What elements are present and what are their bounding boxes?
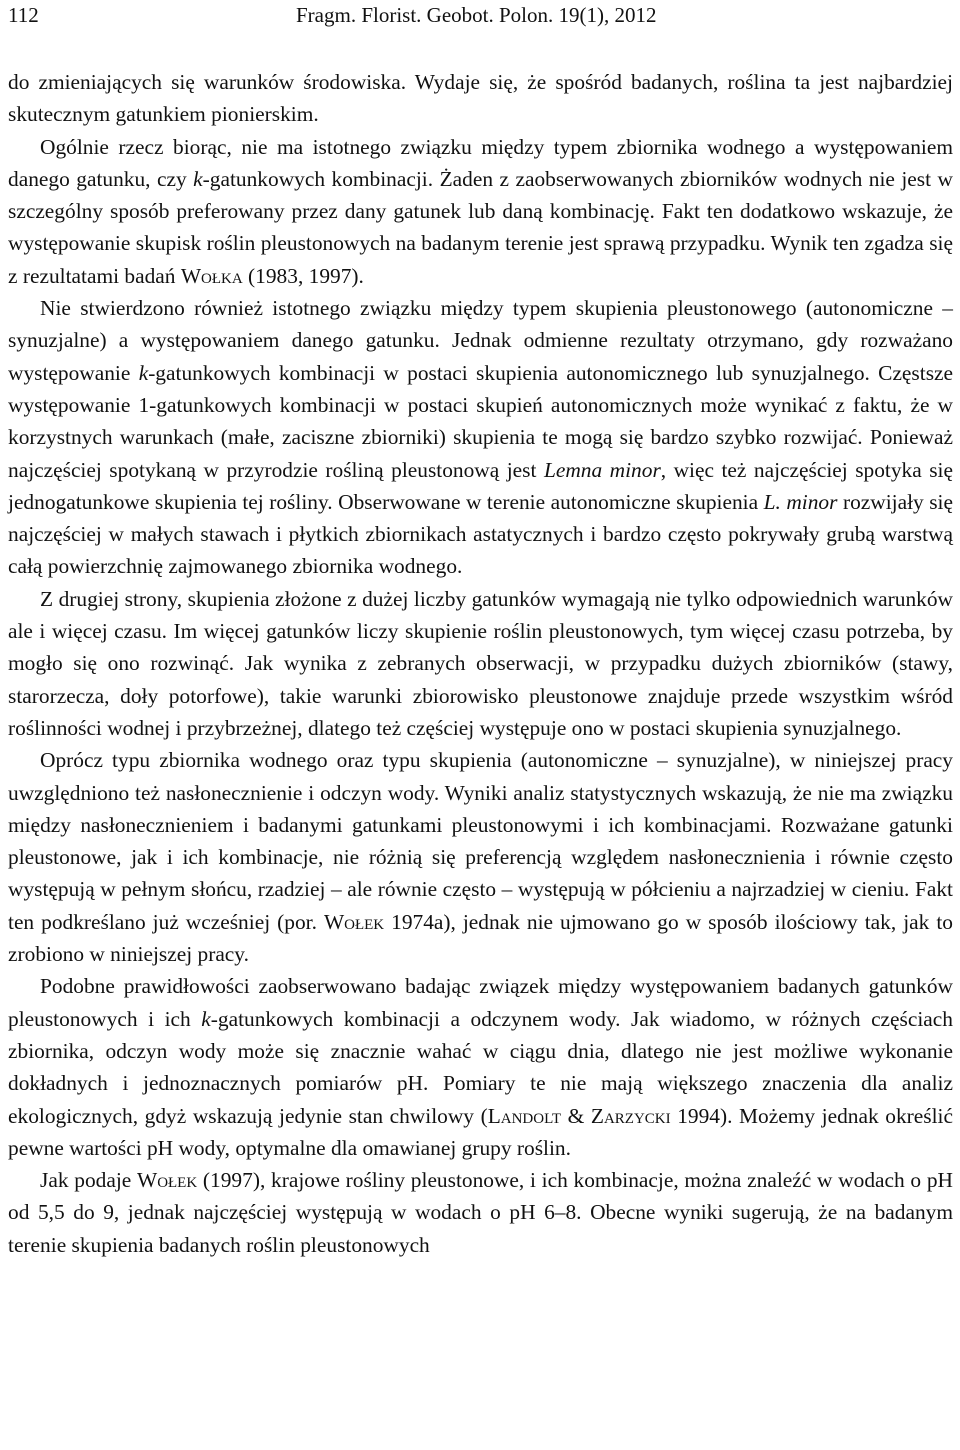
text-run: 1994). Możemy jednak określić pewne wartości pH wody, optymalne dla omawianej grupy roślin. xyxy=(8,1103,953,1160)
paragraph-5 xyxy=(8,744,953,970)
text-run: do zmieniających się warunków środowiska. Wydaje się, że spośród badanych, roślina ta jest najbardziej skutecznym gatunkiem pionierskim. xyxy=(8,70,953,127)
paragraph-1 xyxy=(8,66,953,131)
paragraph-3 xyxy=(8,292,953,583)
text-run: Jak podaje xyxy=(40,1168,137,1193)
italic-run: k xyxy=(138,360,149,385)
author-name: Wołek xyxy=(323,909,385,934)
text-run: (1983, 1997). xyxy=(242,263,364,288)
text-run: rozwijały się najczęściej w małych stawach i płytkich zbiornikach astatycznych i bardzo często pokrywały grubą warstwą całą powierzchnię zajmowanego zbiornika wodnego. xyxy=(8,489,953,579)
author-name: Wołek xyxy=(137,1168,198,1193)
page-number: 112 xyxy=(8,3,39,27)
running-header xyxy=(8,0,952,30)
italic-run: L. minor xyxy=(763,489,838,514)
paragraph-2 xyxy=(8,131,953,292)
italic-run: Lemna minor xyxy=(543,457,661,482)
text-run: -gatunkowych kombinacji. Żaden z zaobserwowanych zbiorników wodnych nie jest w szczególny sposób preferowany przez dany gatunek lub daną kombinację. Fakt ten dodatkowo wskazuje, że występowanie skupisk roślin pleustonowych na badanym terenie jest sprawą przypadku. Wynik ten zgadza się z rezultatami badań xyxy=(8,166,953,288)
italic-run: k xyxy=(193,166,203,191)
author-name: Zarzycki xyxy=(590,1103,671,1128)
text-run: 1974a), jednak nie ujmowano go w sposób ilościowy tak, jak to zrobiono w niniejszej pracy. xyxy=(8,909,953,967)
paragraph-6 xyxy=(8,970,953,1164)
paragraph-7 xyxy=(8,1164,953,1261)
text-run: -gatunkowych kombinacji a odczynem wody. Jak wiadomo, w różnych częściach zbiornika, odczyn wody może się znacznie wahać w ciągu dnia, dlatego nie jest możliwe wykonanie dokładnych i jednoznacznych pomiarów pH. Pomiary te nie mają większego znaczenia dla analiz ekologicznych, gdyż wskazują jedynie stan chwilowy ( xyxy=(8,1006,953,1128)
journal-citation: Fragm. Florist. Geobot. Polon. 19(1), 2012 xyxy=(296,3,657,27)
text-run: , więc też najczęściej spotyka się jednogatunkowe skupienia tej rośliny. Obserwowane w terenie autonomiczne skupienia xyxy=(8,457,953,514)
text-run: -gatunkowych kombinacji w postaci skupienia autonomicznego lub synuzjalnego. Częstsze występowanie 1-gatunkowych kombinacji w postaci skupień autonomicznych może wynikać z faktu, że w korzystnych warunkach (małe, zaciszne zbiorniki) skupienia te mogą się bardzo szybko rozwijać. Ponieważ najczęściej spotykaną w przyrodzie rośliną pleustonową jest xyxy=(8,360,954,482)
author-name: Landolt xyxy=(487,1103,562,1128)
author-name: Wołka xyxy=(180,263,243,288)
text-run: (1997), krajowe rośliny pleustonowe, i ich kombinacje, można znaleźć w wodach o pH od 5,5 do 9, jednak najczęściej występują w wodach o pH 6–8. Obecne wyniki sugerują, że na badanym terenie skupienia badanych roślin pleustonowych xyxy=(8,1168,953,1257)
italic-run: k xyxy=(201,1006,211,1031)
text-run: Podobne prawidłowości zaobserwowano badając związek między występowaniem badanych gatunków pleustonowych i ich xyxy=(8,974,953,1031)
paragraph-4 xyxy=(8,583,953,744)
text-run: Z drugiej strony, skupienia złożone z dużej liczby gatunków wymagają nie tylko odpowiednich warunków ale i więcej czasu. Im więcej gatunków liczy skupienie roślin pleustonowych, tym więcej czasu potrzeba, by mogło się ono rozwinąć. Jak wynika z zebranych obserwacji, w przypadku dużych zbiorników (stawy, starorzecza, doły potorfowe), takie warunki zbiorowisko pleustonowe znajduje przede wszystkim wśród roślinności wodnej i przybrzeżnej, dlatego też częściej występuje ono w postaci skupienia synuzjalnego. xyxy=(8,586,953,740)
text-run: & xyxy=(561,1103,591,1128)
text-run: Oprócz typu zbiornika wodnego oraz typu skupienia (autonomiczne – synuzjalne), w niniejszej pracy uwzględniono też nasłonecznienie i odczyn wody. Wyniki analiz statystycznych wskazują, że nie ma związku między nasłonecznieniem i badanymi gatunkami pleustonowymi i ich kombinacjami. Rozważane gatunki pleustonowe, jak i ich kombinacje, nie różnią się preferencją względem nasłonecznienia i równie często występują w pełnym słońcu, rzadziej – ale równie często – występują w półcieniu a najrzadziej w cieniu. Fakt ten podkreślano już wcześniej (por. xyxy=(8,748,953,934)
text-run: Ogólnie rzecz biorąc, nie ma istotnego związku między typem zbiornika wodnego a występowaniem danego gatunku, czy xyxy=(8,134,953,191)
text-run: Nie stwierdzono również istotnego związku między typem skupienia pleustonowego (autonomiczne – synuzjalne) a występowaniem danego gatunku. Jednak odmienne rezultaty otrzymano, gdy rozważano występowanie xyxy=(8,296,953,385)
body-text xyxy=(8,66,953,1261)
